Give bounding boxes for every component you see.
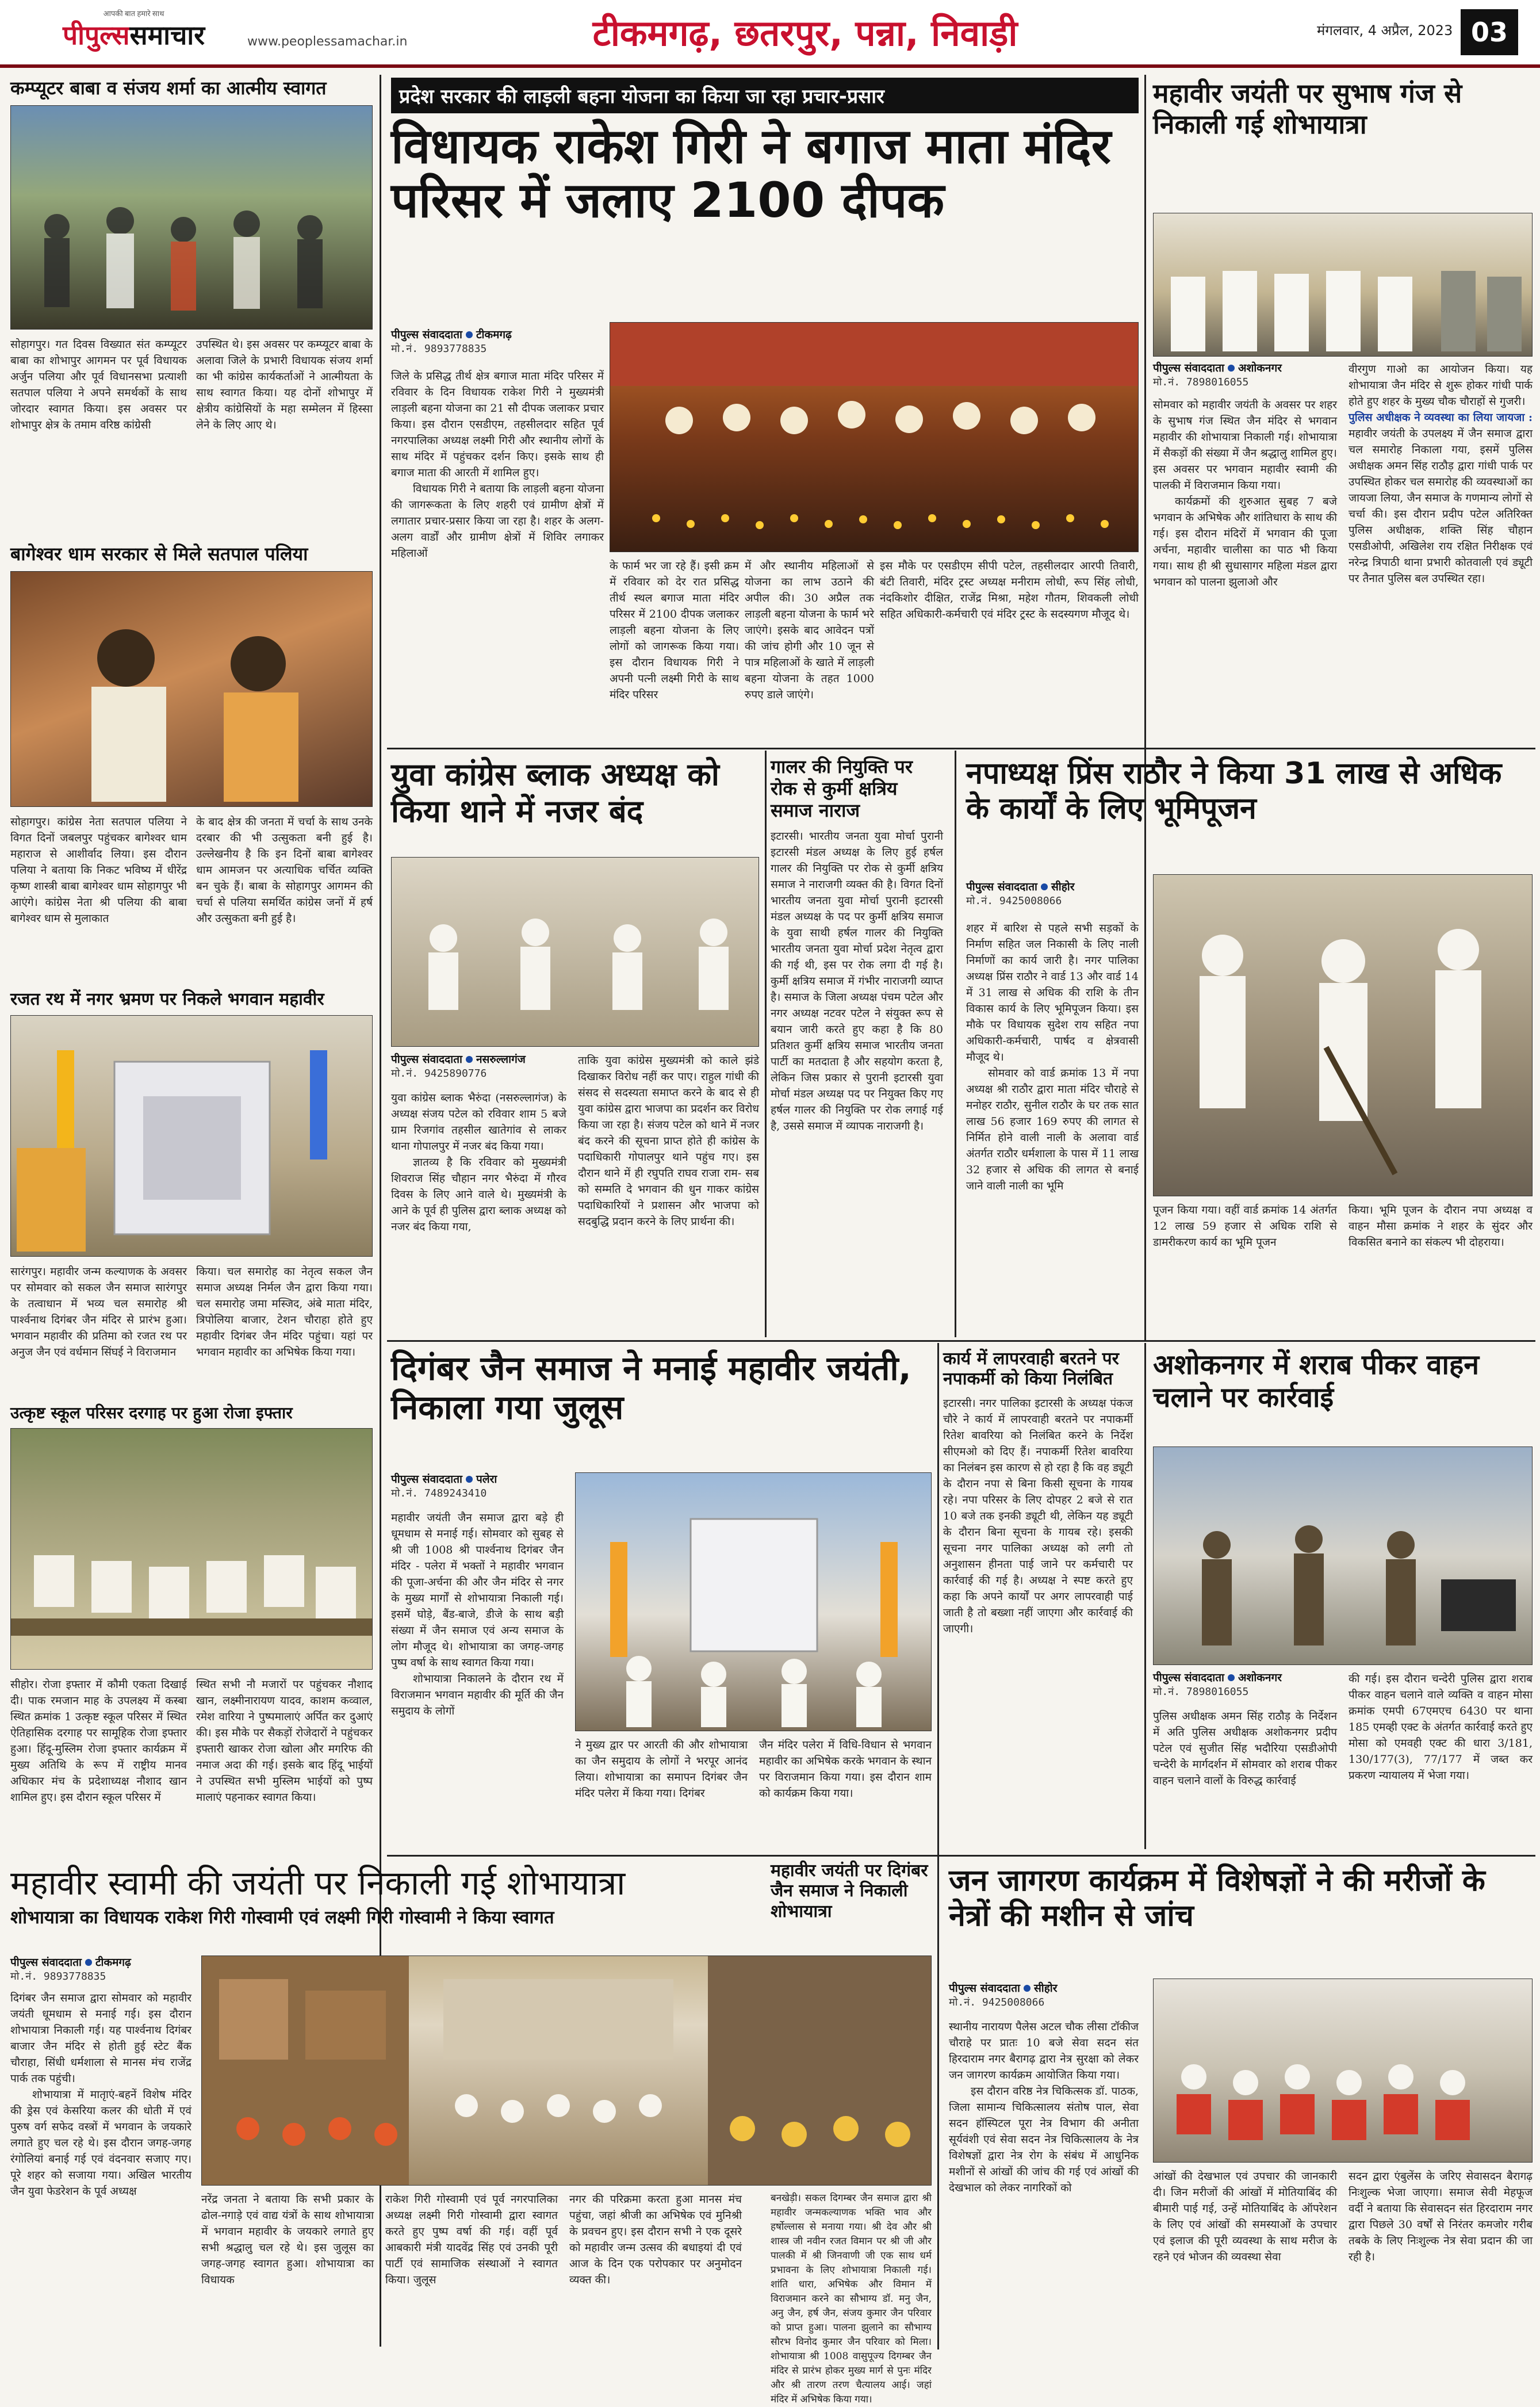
- story-text: कार्यक्रमों की शुरुआत सुबह 7 बजे भगवान के अभिषेक और शांतिधारा के साथ की गई। इस दौरान मंदिरों में भगवान की पूजा अर्चना, महावीर चालीसा का पाठ भी किया गया। साथ ही श्री सुधासागर महिला मंडल द्वारा भगवान को पालना झुलाओ और: [1153, 495, 1337, 588]
- story-kurmi: [771, 756, 943, 1134]
- story-text: ज्ञातव्य है कि रविवार को मुख्यमंत्री शिवराज सिंह चौहान नगर भैरुंदा में गौरव दिवस के लिए आने वाले थे। मुख्यमंत्री के आने के पूर्व ही पुलिस द्वारा ब्लाक अध्यक्ष को नजर बंद किया गया,: [391, 1156, 566, 1233]
- crowd-illustration: [11, 106, 372, 329]
- prince-col-3: किया। भूमि पूजन के दौरान नपा अध्यक्ष व वाहन मौसा क्रमांक ने शहर के सुंदर और विकसित बनाने का संकल्प भी दोहराया।: [1349, 1204, 1533, 1249]
- eye-camp-illustration: [1154, 1979, 1532, 2162]
- lead-story: [391, 78, 1139, 227]
- logo-name: [35, 18, 233, 52]
- story-subheadline: शोभायात्रा का विधायक राकेश गिरी गोस्वामी एवं लक्ष्मी गिरी गोस्वामी ने किया स्वागत: [10, 1907, 554, 1928]
- mobile-number: मो.नं. 7489243410: [391, 1487, 487, 1499]
- row-rule: [387, 748, 1535, 749]
- lead-text-col-2: के फार्म भर जा रहे हैं। इसी क्रम में रविवार को देर रात प्रसिद्ध तीर्थ स्थल बगाज माता मंदिर परिसर में 2100 दीपक जलाकर लाड़ली बहना योजना के लिए लोगों को जागरूक किया गया। इस दौरान विधायक गिरी ने अपनी पत्नी लक्ष्मी गिरी के साथ मंदिर परिसर: [610, 560, 739, 701]
- story-text: इटारसी। भारतीय जनता युवा मोर्चा पुरानी इटारसी मंडल अध्यक्ष के लिए हुई हर्षल गालर की नियुक्ति पर रोक से कुर्मी क्षत्रिय समाज ने नाराजगी व्यक्त की है। विगत दिनों भारतीय जनता युवा मोर्चा पुरानी इटारसी मंडल अध्यक्ष के पद पर कुर्मी क्षत्रिय समाज के युवा साथी हर्षल गालर की नियुक्ति भारतीय जनता युवा मोर्चा प्रदेश नेतृत्व द्वारा की गई थी, इस पर रोक लगा दी गई है। कुर्मी क्षत्रिय समाज में गंभीर नाराजगी व्याप्त है। समाज के जिला अध्यक्ष पंचम पटेल और नगर अध्यक्ष नटवर पटेल ने संयुक्त रूप से बयान जारी करते हुए कहा है कि 80 प्रतिशत कुर्मी क्षत्रिय समाज भारतीय जनता पार्टी का मतदाता है और सहयोग करता है, लेकिन जिस प्रकार से पुरानी इटारसी युवा मोर्चा मंडल अध्यक्ष पद पर नियुक्त किए गए हर्षल गालर की नियुक्ति पर रोक लगाई गई है, उससे समाज में व्यापक नाराजगी है।: [771, 830, 943, 1133]
- mobile-number: मो.नं. 7898016055: [1153, 376, 1249, 388]
- lead-text-col-1: [391, 368, 604, 561]
- region-title: टीकमगढ़, छतरपुर, पन्ना, निवाड़ी: [592, 12, 1018, 54]
- story-bageshwar: [10, 544, 373, 927]
- story-headline: जन जागरण कार्यक्रम में विशेषज्ञों ने की मरीजों के नेत्रों की मशीन से जांच: [949, 1863, 1485, 1934]
- procession-illustration: [1154, 213, 1532, 356]
- story-text: किया। चल समारोह का नेतृत्व सकल जैन समाज अध्यक्ष निर्मल जैन द्वारा किया गया। चल समारोह जमा मस्जिद, अंबे माता मंदिर, त्रिपोलिया बाजार, टेशन चौराहा होते हुए महावीर दिगंबर जैन मंदिर पहुंचा। यहां पर भगवान महावीर का अभिषेक किया गया।: [196, 1265, 373, 1359]
- story-text: उपस्थित थे। इस अवसर पर कम्प्यूटर बाबा के अलावा जिले के प्रभारी विधायक संजय शर्मा का भी कांग्रेस कार्यकर्ताओं ने आत्मीयता के साथ स्वागत किया। यह दोनों शोभापुर में क्षेत्रीय कांग्रेसियों के महा सम्मेलन में हिस्सा लेने के लिए आए थे।: [196, 338, 373, 431]
- prince-col-1: [966, 920, 1139, 1194]
- story-text: शहर में बारिश से पहले सभी सड़कों के निर्माण सहित जल निकासी के लिए नाली निर्माणों का कार्य जारी है। नगर पालिका अध्यक्ष प्रिंस राठौर ने वार्ड 13 और वार्ड 14 में 31 लाख से अधिक की राशि के तीन विकास कार्य के लिए भूमिपूजन किया। इस मौके पर विधायक सुदेश राय सहित नपा अधिकारी-कर्मचारी, पार्षद व क्षेत्रवासी मौजूद थे।: [966, 922, 1139, 1063]
- story-headline: महावीर स्वामी की जयंती पर निकाली गई शोभायात्रा: [10, 1863, 626, 1903]
- byline-reporter: पीपुल्स संवाददाता: [391, 1473, 462, 1486]
- byline-reporter: पीपुल्स संवाददाता: [391, 1053, 462, 1066]
- story-headline: युवा कांग्रेस ब्लाक अध्यक्ष को किया थाने में नजर बंद: [391, 756, 719, 829]
- right-top-col-1: [1153, 397, 1337, 590]
- photo-silver-chariot: [10, 1015, 373, 1257]
- byline: [1153, 361, 1343, 375]
- photo-shobhayatra-ashoknagar: [1153, 213, 1533, 357]
- story-headline: नपाध्यक्ष प्रिंस राठौर ने किया 31 लाख से अधिक के कार्यों के लिए भूमिपूजन: [966, 756, 1502, 826]
- story-text: जिले के प्रसिद्ध तीर्थ क्षेत्र बगाज माता मंदिर परिसर में रविवार के दिन विधायक राकेश गिरी ने मुख्यमंत्री लाड़ली बहना योजना का 21 सौ दीपक जलाकर प्रचार किया। इस दौरान एसडीएम, तहसीलदार सहित पूर्व नगरपालिका अध्यक्ष लक्ष्मी गिरी और स्थानीय लोगों के साथ मंदिर में पहुंचकर दर्शन किए। इसके साथ ही बगाज माता की आरती में शामिल हुए।: [391, 370, 604, 479]
- chariot-illustration: [11, 1016, 372, 1256]
- story-subhead: पुलिस अधीक्षक ने व्यवस्था का लिया जायजा :: [1349, 411, 1533, 424]
- street-procession-illustration: [202, 1956, 931, 2185]
- story-headline: कम्प्यूटर बाबा व संजय शर्मा का आत्मीय स्वागत: [10, 77, 327, 99]
- photo-meeting: [10, 571, 373, 807]
- website-url[interactable]: www.peoplessamachar.in: [247, 35, 408, 49]
- police-illustration: [1154, 1447, 1532, 1664]
- story-prince-rathore: [966, 756, 1533, 827]
- logo-tagline: आपकी बात हमारे साथ: [103, 9, 164, 18]
- photo-bhoomipujan: [1153, 874, 1533, 1196]
- digambar-col-2: ने मुख्य द्वार पर आरती की और शोभायात्रा का जैन समुदाय के लोगों ने भरपूर आनंद लिया। शोभायात्रा का समापन दिगंबर जैन मंदिर पलेरा में किया गया। दिगंबर: [575, 1739, 748, 1800]
- photo-police-check: [1153, 1447, 1533, 1665]
- story-headline: बागेश्वर धाम सरकार से मिले सतपाल पलिया: [10, 543, 308, 565]
- story-mahavir-swami: [10, 1863, 758, 1928]
- byline: [391, 1472, 564, 1486]
- jagran-col-1: [949, 2019, 1139, 2196]
- youth-col-2: ताकि युवा कांग्रेस मुख्यमंत्री को काले झंडे दिखाकर विरोध नहीं कर पाए। राहुल गांधी की संसद से सदस्यता समाप्त करने के बाद से ही युवा कांग्रेस द्वारा भाजपा का प्रदर्शन कर विरोध किया जा रहा है। संजय पटेल को थाने में नजर बंद करने की सूचना प्राप्त होते ही कांग्रेस के पदाधिकारी गोपालपुर थाने पहुंच गए। इस दौरान थाने में ही रघुपति राघव राजा राम- सब को सम्मति दे भगवान की धुन गाकर कांग्रेस पदाधिकारियों ने प्रशासन और भाजपा को सदबुद्धि प्रदान करने के लिए प्रार्थना की।: [578, 1054, 759, 1228]
- story-text: सोमवार को वार्ड क्रमांक 13 में नपा अध्यक्ष श्री राठौर द्वारा माता मंदिर चौराहे से मनोहर राठौर, सुनील राठौर के घर तक सात लाख 56 हजार 169 रुपए की लागत से निर्मित होने वाली नाली के अलावा वार्ड अंतर्गत राठौर धर्मशाला के पास में 11 लाख 32 हजार से अधिक की लागत से बनाई जाने वाली नाली का भूमि: [966, 1067, 1139, 1192]
- story-text: सोमवार को महावीर जयंती के अवसर पर शहर के सुभाष गंज स्थित जैन मंदिर से भगवान महावीर की शोभायात्रा निकाली गई। शोभायात्रा में सैकड़ों की संख्या में जैन श्रद्धालु शामिल हुए। इस अवसर पर भगवान महावीर स्वामी की पालकी में विराजमान किया गया।: [1153, 399, 1337, 492]
- mobile-number: मो.नं. 9893778835: [391, 343, 487, 355]
- story-text: सोहागपुर। कांग्रेस नेता सतपाल पलिया ने विगत दिनों जबलपुर पहुंचकर बागेश्वर धाम महाराज से आशीर्वाद लिया। इस दौरान पलिया ने बताया कि निकट भविष्य में धीरेंद्र कृष्ण शास्त्री बाबा बागेश्वर धाम सोहागपुर भी आएंगे। कांग्रेस नेता श्री पलिया की बाबा बागेश्वर धाम से मुलाकात: [10, 815, 187, 925]
- column-rule: [955, 751, 956, 1337]
- byline: [966, 880, 1139, 894]
- story-suspension: [943, 1349, 1133, 1637]
- youth-byline: [391, 1053, 564, 1080]
- meeting-illustration: [11, 572, 372, 806]
- story-text: महावीर जयंती जैन समाज द्वारा बड़े ही धूमधाम से मनाई गई। सोमवार को सुबह से श्री जी 1008 श्री पार्श्वनाथ दिगंबर जैन मंदिर - पलेरा में भक्तों ने महावीर भगवान की पूजा-अर्चना की और जैन मंदिर से नगर के मुख्य मार्गों से शोभायात्रा निकाली गई। इसमें घोड़े, बैंड-बाजे, डीजे के साथ बड़ी संख्या में जैन समाज एवं अन्य समाज के लोग मौजूद थे। शोभायात्रा का जगह-जगह पुष्प वर्षा के साथ स्वागत किया गया।: [391, 1511, 564, 1669]
- mobile-number: मो.नं. 7898016055: [1153, 1686, 1249, 1698]
- liquor-col-1: पुलिस अधीक्षक अमन सिंह राठौड़ के निर्देशन में अति पुलिस अधीक्षक अशोकनगर प्रदीप पटेल एवं सुजीत सिंह भदौरिया एसडीओपी चन्देरी के मार्गदर्शन में सोमवार को शराब पीकर वाहन चलाने वालों के विरुद्ध कार्रवाई: [1153, 1710, 1337, 1787]
- story-drunk-driving: [1153, 1349, 1533, 1414]
- story-text: के बाद क्षेत्र की जनता में चर्चा के साथ उनके दरबार की भी उत्सुकता बनी हुई है। उल्लेखनीय है कि इन दिनों बाबा बागेश्वर धाम आमजन पर अत्याधिक चर्चित व्यक्ति बन चुके हैं। बाबा के सोहागपुर आगमन की चर्चा से पलिया समर्थित कांग्रेस जनों में हर्ष और उत्सुकता बनी हुई है।: [196, 815, 373, 925]
- bullet-icon: [466, 1476, 473, 1483]
- logo-name-part-2: समाचार: [129, 20, 205, 51]
- right-top-byline: [1153, 361, 1343, 389]
- byline-place: सीहोर: [1051, 881, 1075, 893]
- column-rule: [1144, 75, 1146, 1340]
- photo-iftar: [10, 1428, 373, 1670]
- byline-reporter: पीपुल्स संवाददाता: [949, 1982, 1020, 1995]
- story-text: स्थानीय नारायण पैलेस अटल चौक लीसा टॉकीज चौराहे पर प्रातः 10 बजे सेवा सदन संत हिरदाराम नगर बैरागढ़ द्वारा नेत्र सुरक्षा को लेकर जन जागरण कार्यक्रम आयोजित किया गया।: [949, 2020, 1139, 2081]
- story-headline: रजत रथ में नगर भ्रमण पर निकले भगवान महावीर: [10, 989, 324, 1009]
- row-rule: [387, 1855, 1535, 1857]
- story-text: शोभायात्रा निकालने के दौरान रथ में विराजमान भगवान महावीर की मूर्ति की जैन समुदाय के लोगों: [391, 1673, 564, 1717]
- jagran-col-3: सदन द्वारा एंबुलेंस के जरिए सेवासदन बैरागढ़ निःशुल्क भेजा जाएगा। समाज सेवी मेहफूज वर्दी ने बताया कि सेवासदन संत हिरदाराम नगर द्वारा पिछले 30 वर्षों से निरंतर कमजोर गरीब तबके के लिए निःशुल्क नेत्र सेवा प्रदान की जा रही है।: [1349, 2170, 1533, 2263]
- story-jan-jagran: [949, 1863, 1533, 1934]
- digambar-col-3: जैन मंदिर पलेरा में विधि-विधान से भगवान महावीर का अभिषेक करके भगवान के स्थान पर विराजमान किया गया। इस दौरान शाम को कार्यक्रम किया गया।: [759, 1739, 932, 1800]
- right-top-col-2: [1349, 361, 1533, 587]
- photo-diyas: [610, 322, 1139, 552]
- byline-reporter: पीपुल्स संवाददाता: [966, 881, 1037, 893]
- photo-jain-procession: [575, 1472, 932, 1731]
- story-subhead-paragraph: [1349, 410, 1533, 587]
- story-text: इस दौरान वरिष्ठ नेत्र चिकित्सक डॉ. पाठक, जिला सामान्य चिकित्सालय संतोष पाल, सेवा सदन हॉस्पिटल पूरा नेत्र विभाग की अनीता सूर्यवंशी एवं सेवा सदन नेत्र चिकित्सालय के नेत्र विशेषज्ञों द्वारा नेत्र रोग के संबंध में आधुनिक मशीनों से आंखों की जांच की गई एवं आंखों की देखभाल को लेकर नागरिकों को: [949, 2085, 1139, 2194]
- liquor-col-2: की गई। इस दौरान चन्देरी पुलिस द्वारा शराब पीकर वाहन चलाने वाले व्यक्ति व वाहन मोसा क्रमांक एमपी 67एमएच 6430 पर थाना 185 एमव्ही एक्ट के अंतर्गत कार्रवाई करते हुए मोसा को एमवही एक्ट की धारा 3/181, 130/177(3), 77/177 में जब्त कर प्रकरण न्यायालय में भेजा गया।: [1349, 1673, 1533, 1782]
- bullet-icon: [1228, 1674, 1235, 1681]
- story-headline: गालर की नियुक्ति पर रोक से कुर्मी क्षत्रिय समाज नाराज: [771, 756, 913, 821]
- byline: [949, 1981, 1139, 1995]
- bullet-icon: [466, 331, 473, 338]
- story-roza-iftar: [10, 1403, 373, 1805]
- photo-eye-camp: [1153, 1979, 1533, 2163]
- story-headline: अशोकनगर में शराब पीकर वाहन चलाने पर कार्रवाई: [1153, 1349, 1480, 1414]
- byline-reporter: पीपुल्स संवाददाता: [10, 1956, 82, 1969]
- bullet-icon: [466, 1056, 473, 1063]
- swami-col-1: [10, 1990, 191, 2199]
- swami-byline: [10, 1956, 194, 1983]
- photo-police-station: [391, 857, 759, 1047]
- mobile-number: मो.नं. 9425890776: [391, 1067, 487, 1080]
- byline-place: टीकमगढ़: [476, 328, 512, 341]
- byline: [1153, 1671, 1343, 1685]
- column-rule: [1144, 1343, 1146, 1849]
- story-subhash-ganj: [1153, 78, 1533, 140]
- story-headline: महावीर जयंती पर सुभाष गंज से निकाली गई शोभायात्रा: [1153, 78, 1462, 140]
- byline-reporter: पीपुल्स संवाददाता: [1153, 362, 1224, 374]
- story-headline: दिगंबर जैन समाज ने मनाई महावीर जयंती, निकाला गया जुलूस: [391, 1349, 911, 1428]
- story-text: युवा कांग्रेस ब्लाक भैरुंदा (नसरुल्लागंज) के अध्यक्ष संजय पटेल को रविवार शाम 5 बजे ग्राम रिजगांव तहसील खातेगांव से लाकर थाना गोपालपुर में नजर बंद किया गया।: [391, 1092, 566, 1153]
- swami-col-4: नगर की परिक्रमा करता हुआ मानस मंच पहुंचा, जहां श्रीजी का अभिषेक एवं मुनिश्री के प्रवचन हुए। इस दौरान सभी ने एक दूसरे को महावीर जन्म उत्सव की बधाइयां दी एवं आज के दिन एक परोपकार पर अनुमोदन व्यक्त की।: [569, 2193, 742, 2286]
- story-rajat-rath: [10, 989, 373, 1360]
- page-number: 03: [1461, 9, 1518, 55]
- story-text: शोभायात्रा में मातृाएं-बहनें विशेष मंदिर की ड्रेस एवं केसरिया कलर की धोती में एवं पुरुष वर्ग सफेद वस्त्रों में भगवान के जयकारे लगाते हुए चल रहे थे। इस दौरान जगह-जगह रंगोलियां बनाई गई एवं वंदनवार सजाए गए। पूरे शहर को सजाया गया। अखिल भारतीय जैन युवा फेडरेशन के पूर्व अध्यक्ष: [10, 2088, 191, 2198]
- column-rule: [937, 1343, 939, 2349]
- masthead: [0, 0, 1540, 68]
- story-text: महावीर जयंती के उपलक्ष्य में जैन समाज द्वारा चल समारोह निकाला गया, इसमें पुलिस अधीक्षक अमन सिंह राठौड़ द्वारा गांधी पार्क पर उपस्थित होकर चल समारोह की व्यवस्थाओं का जायजा लिया, जैन समाज के गणमान्य लोगों से चर्चा की। इस दौरान प्रदीप पटेल अतिरिक्त पुलिस अधीक्षक, शक्ति सिंह चौहान एसडीओपी, अखिलेश राय रक्षित निरीक्षक एवं नरेन्द्र त्रिपाठी थाना प्रभारी कोतवाली एवं ड्यूटी पर तैनात पुलिस बल उपस्थित रहा।: [1349, 427, 1533, 585]
- lead-byline-block: [391, 328, 604, 355]
- mobile-number: मो.नं. 9893778835: [10, 1970, 106, 1983]
- palanquin-illustration: [576, 1473, 931, 1731]
- bullet-icon: [1041, 883, 1048, 890]
- byline-place: अशोकनगर: [1238, 1671, 1282, 1684]
- byline: [10, 1956, 194, 1969]
- photo-tikamgarh-procession: [201, 1956, 932, 2186]
- story-text: विधायक गिरी ने बताया कि लाड़ली बहना योजना की जागरूकता के लिए शहरी एवं ग्रामीण क्षेत्रों में लगातार प्रचार-प्रसार किया जा रहा है। शहर के अलग-अलग वार्डों और ग्रामीण क्षेत्रों में शिविर लगाकर महिलाओं: [391, 483, 604, 560]
- lead-kicker: प्रदेश सरकार की लाड़ली बहना योजना का किया जा रहा प्रचार-प्रसार: [391, 78, 1139, 113]
- byline-place: अशोकनगर: [1238, 362, 1282, 374]
- bullet-icon: [1228, 365, 1235, 372]
- digambar-col-1: [391, 1510, 564, 1719]
- story-text: सीहोर। रोजा इफ्तार में कौमी एकता दिखाई दी। पाक रमजान माह के उपलक्ष्य में कस्बा स्थित क्रमांक 1 उत्कृष्ट स्कूल परिसर में स्थित ऐतिहासिक दरगाह पर सामूहिक रोजा इफ्तार हुआ। हिंदू-मुस्लिम रोजा इफ्तार कार्यक्रम में मुख्य अतिथि के रूप में राष्ट्रीय मानव अधिकार मंच के प्रदेशाध्यक्ष नौशाद खान शामिल हुए। इस दौरान स्कूल परिसर में: [10, 1678, 187, 1804]
- prince-byline: [966, 880, 1139, 908]
- story-text: इटारसी। नगर पालिका इटारसी के अध्यक्ष पंकज चौरे ने कार्य में लापरवाही बरतने पर नपाकर्मी रितेश बावरिया को निलंबित करने के निर्देश सीएमओ को दिए हैं। नपाकर्मी रितेश बावरिया का निलंबन इस कारण से हो रहा है कि वह ड्यूटी के दौरान नपा से बिना किसी सूचना के गायब रहे। नपा परिसर के लिए दोपहर 2 बजे से रात 10 बजे तक इनकी ड्यूटी थी, लेकिन यह ड्यूटी के दौरान बिना सूचना के गायब रहे। इसकी सूचना नगर पालिका अध्यक्ष को लगी तो अनुशासन हीनता पाई जाने पर कर्मचारी पर कार्रवाई की गई है। अध्यक्ष ने स्पष्ट करते हुए कहा कि अपने कार्यों पर अगर लापरवाही पाई जाती है तो बख्शा नहीं जाएगा और कार्रवाई की जाएगी।: [943, 1396, 1133, 1635]
- story-bankhedi: [771, 1861, 932, 1922]
- swami-col-2: नरेंद्र जनता ने बताया कि सभी प्रकार के ढोल-नगाड़े एवं वाद्य यंत्रों के साथ शोभायात्रा में भगवान महावीर के जयकारे लगाते हुए सभी श्रद्धालु चल रहे थे। इस जुलूस का जगह-जगह स्वागत हुआ। शोभायात्रा का विधायक: [201, 2193, 374, 2286]
- story-youth-congress: [391, 756, 759, 829]
- jagran-col-2: आंखों की देखभाल एवं उपचार की जानकारी दी। जिन मरीजों की आंखों में मोतियाबिंद की बीमारी पाई गई, उन्हें मोतियाबिंद के ऑपरेशन के लिए एवं आंखों की समस्याओं के उपचार एवं इलाज की पूरी व्यवस्था के साथ मरीज के रहने एवं भोजन की व्यवस्था सेवा: [1153, 2170, 1337, 2263]
- story-headline: कार्य में लापरवाही बरतने पर नपाकर्मी को किया निलंबित: [943, 1349, 1119, 1390]
- lead-text-col-4: इस मौके पर एसडीएम सीपी पटेल, तहसीलदार आरपी तिवारी, बंटी तिवारी, मंदिर ट्रस्ट अध्यक्ष मनीराम लोधी, रूप सिंह लोधी, नंदकिशोर दीक्षित, राजेंद्र मिश्रा, महेश गौतम, शिवकली लोधी सहित अधिकारी-कर्मचारी एवं मंदिर ट्रस्ट के सदस्यगण मौजूद थे।: [880, 560, 1139, 621]
- bhoomipujan-illustration: [1154, 875, 1532, 1196]
- photo-procession: [10, 105, 373, 330]
- story-headline: महावीर जयंती पर दिगंबर जैन समाज ने निकाली शोभायात्रा: [771, 1861, 928, 1922]
- sitting-group-illustration: [392, 858, 758, 1046]
- column-rule: [765, 751, 767, 1337]
- byline-place: टीकमगढ़: [95, 1956, 131, 1969]
- byline-place: नसरुल्लागंज: [476, 1053, 526, 1066]
- story-text-bankhedi: बनखेड़ी। सकल दिगम्बर जैन समाज द्वारा श्री महावीर जन्मकल्याणक भक्ति भाव और हर्षोल्लास से मनाया गया। श्री देव और श्री शास्त्र जी नवीन रजत विमान पर श्री जी और पालकी में श्री जिनवाणी जी एक साथ धर्म प्रभावना के लिए शोभायात्रा निकाली गई। शांति धारा, अभिषेक और विमान में विराजमान करने का सौभाग्य डॉ. मनु जैन, अनु जैन, हर्ष जैन, संजय कुमार जैन परिवार को प्राप्त हुआ। पालना झुलाने का सौभाग्य सौरभ विनोद कुमार जैन परिवार को मिला। शोभायात्रा श्री 1008 वासुपूज्य दिगम्बर जैन मंदिर से प्रारंभ होकर मुख्य मार्ग से पुनः मंदिर और श्री तारण तरण चैत्यालय आई। जहां मंदिर में अभिषेक किया गया।: [771, 2192, 932, 2405]
- bullet-icon: [85, 1959, 92, 1966]
- iftar-illustration: [11, 1429, 372, 1669]
- story-text: सोहागपुर। गत दिवस विख्यात संत कम्प्यूटर बाबा का शोभापुर आगमन पर पूर्व विधायक अर्जुन पलिया और पूर्व विधानसभा प्रत्याशी सतपाल पलिया ने अपने समर्थकों के साथ जोरदार स्वागत किया। इस अवसर पर शोभापुर क्षेत्र के तमाम वरिष्ठ कांग्रेसी: [10, 338, 187, 431]
- digambar-byline: [391, 1472, 564, 1500]
- story-text: वीरगुण गाओ का आयोजन किया। यह शोभायात्रा जैन मंदिर से शुरू होकर गांधी पार्क होते हुए शहर के मुख्य चौक चौराहों से गुजरी।: [1349, 363, 1533, 408]
- story-headline: उत्कृष्ट स्कूल परिसर दरगाह पर हुआ रोजा इफ्तार: [10, 1403, 293, 1422]
- mobile-number: मो.नं. 9425008066: [949, 1996, 1045, 2008]
- story-digambar-palera: [391, 1349, 932, 1428]
- swami-col-3: राकेश गिरी गोस्वामी एवं पूर्व नगरपालिका अध्यक्ष लक्ष्मी गिरी गोस्वामी द्वारा स्वागत करते हुए पुष्प वर्षा की गई। वहीं पूर्व आबकारी मंत्री यादवेंद्र सिंह एवं उनकी पूरी पार्टी एवं सामाजिक संस्थाओं ने स्वागत किया। जुलूस: [385, 2193, 558, 2286]
- mobile-number: मो.नं. 9425008066: [966, 895, 1062, 907]
- byline-place: पलेरा: [476, 1473, 497, 1486]
- byline-reporter: पीपुल्स संवाददाता: [391, 328, 462, 341]
- story-text: दिगंबर जैन समाज द्वारा सोमवार को महावीर जयंती धूमधाम से मनाई गई। इस दौरान शोभायात्रा निकाली गई। यह पार्श्वनाथ दिगंबर बाजार जैन मंदिर से होती हुई स्टेट बैंक चौराहा, सिंधी धर्मशाला से मानस मंच राजेंद्र पार्क तक पहुंची।: [10, 1992, 191, 2085]
- byline: [391, 328, 604, 342]
- byline-place: सीहोर: [1033, 1982, 1058, 1995]
- logo-name-part-1: पीपुल्स: [62, 20, 130, 51]
- byline-reporter: पीपुल्स संवाददाता: [1153, 1671, 1224, 1684]
- lead-headline: विधायक राकेश गिरी ने बगाज माता मंदिर परिसर में जलाए 2100 दीपक: [391, 118, 1112, 229]
- lead-text-col-3: में और स्थानीय महिलाओं से योजना का लाभ उठाने की अपील की। 30 अप्रैल तक लाड़ली बहना योजना के फार्म भरे जाएंगे। इसके बाद आवेदन पत्रों की जांच होगी और 10 जून से पात्र महिलाओं के खाते में लाड़ली बहना योजना के तहत 1000 रुपए डाले जाएंगे।: [745, 560, 874, 701]
- diya-crowd-illustration: [610, 323, 1138, 552]
- newspaper-logo: [35, 8, 233, 59]
- story-text: सारंगपुर। महावीर जन्म कल्याणक के अवसर पर सोमवार को सकल जैन समाज सारंगपुर के तत्वाधान में भव्य चल समारोह श्री पार्श्वनाथ दिगंबर जैन मंदिर से प्रारंभ हुआ। भगवान महावीर की प्रतिमा को रजत रथ पर अनुज जैन एवं वर्धमान सिंघई ने विराजमान: [10, 1265, 187, 1359]
- row-rule: [387, 1340, 1535, 1342]
- youth-col-1: [391, 1090, 566, 1235]
- prince-col-2: पूजन किया गया। वहीं वार्ड क्रमांक 14 अंतर्गत 12 लाख 59 हजार से अधिक राशि से डामरीकरण कार्य का भूमि पूजन: [1153, 1204, 1337, 1249]
- issue-date: मंगलवार, 4 अप्रैल, 2023: [1317, 22, 1453, 39]
- liquor-byline: [1153, 1671, 1343, 1698]
- story-text: स्थित सभी नौ मजारों पर पहुंचकर नौशाद खान, लक्ष्मीनारायण यादव, काशम कव्वाल, रमेश वारिया ने पुष्पमालाएं अर्पित कर दुआएं की। इस मौके पर सैकड़ों रोजेदारों ने पहुंचकर इफ्तारी खाकर रोजा खोला और मगरिफ की नमाज अदा की गई। इसके बाद हिंदू भाईयों ने उपस्थित सभी मुस्लिम भाईयों को पुष्प मालाएं पहनाकर स्वागत किया।: [196, 1678, 373, 1804]
- jagran-byline: [949, 1981, 1139, 2009]
- byline: [391, 1053, 564, 1066]
- story-computer-baba: [10, 78, 373, 433]
- bullet-icon: [1024, 1985, 1031, 1992]
